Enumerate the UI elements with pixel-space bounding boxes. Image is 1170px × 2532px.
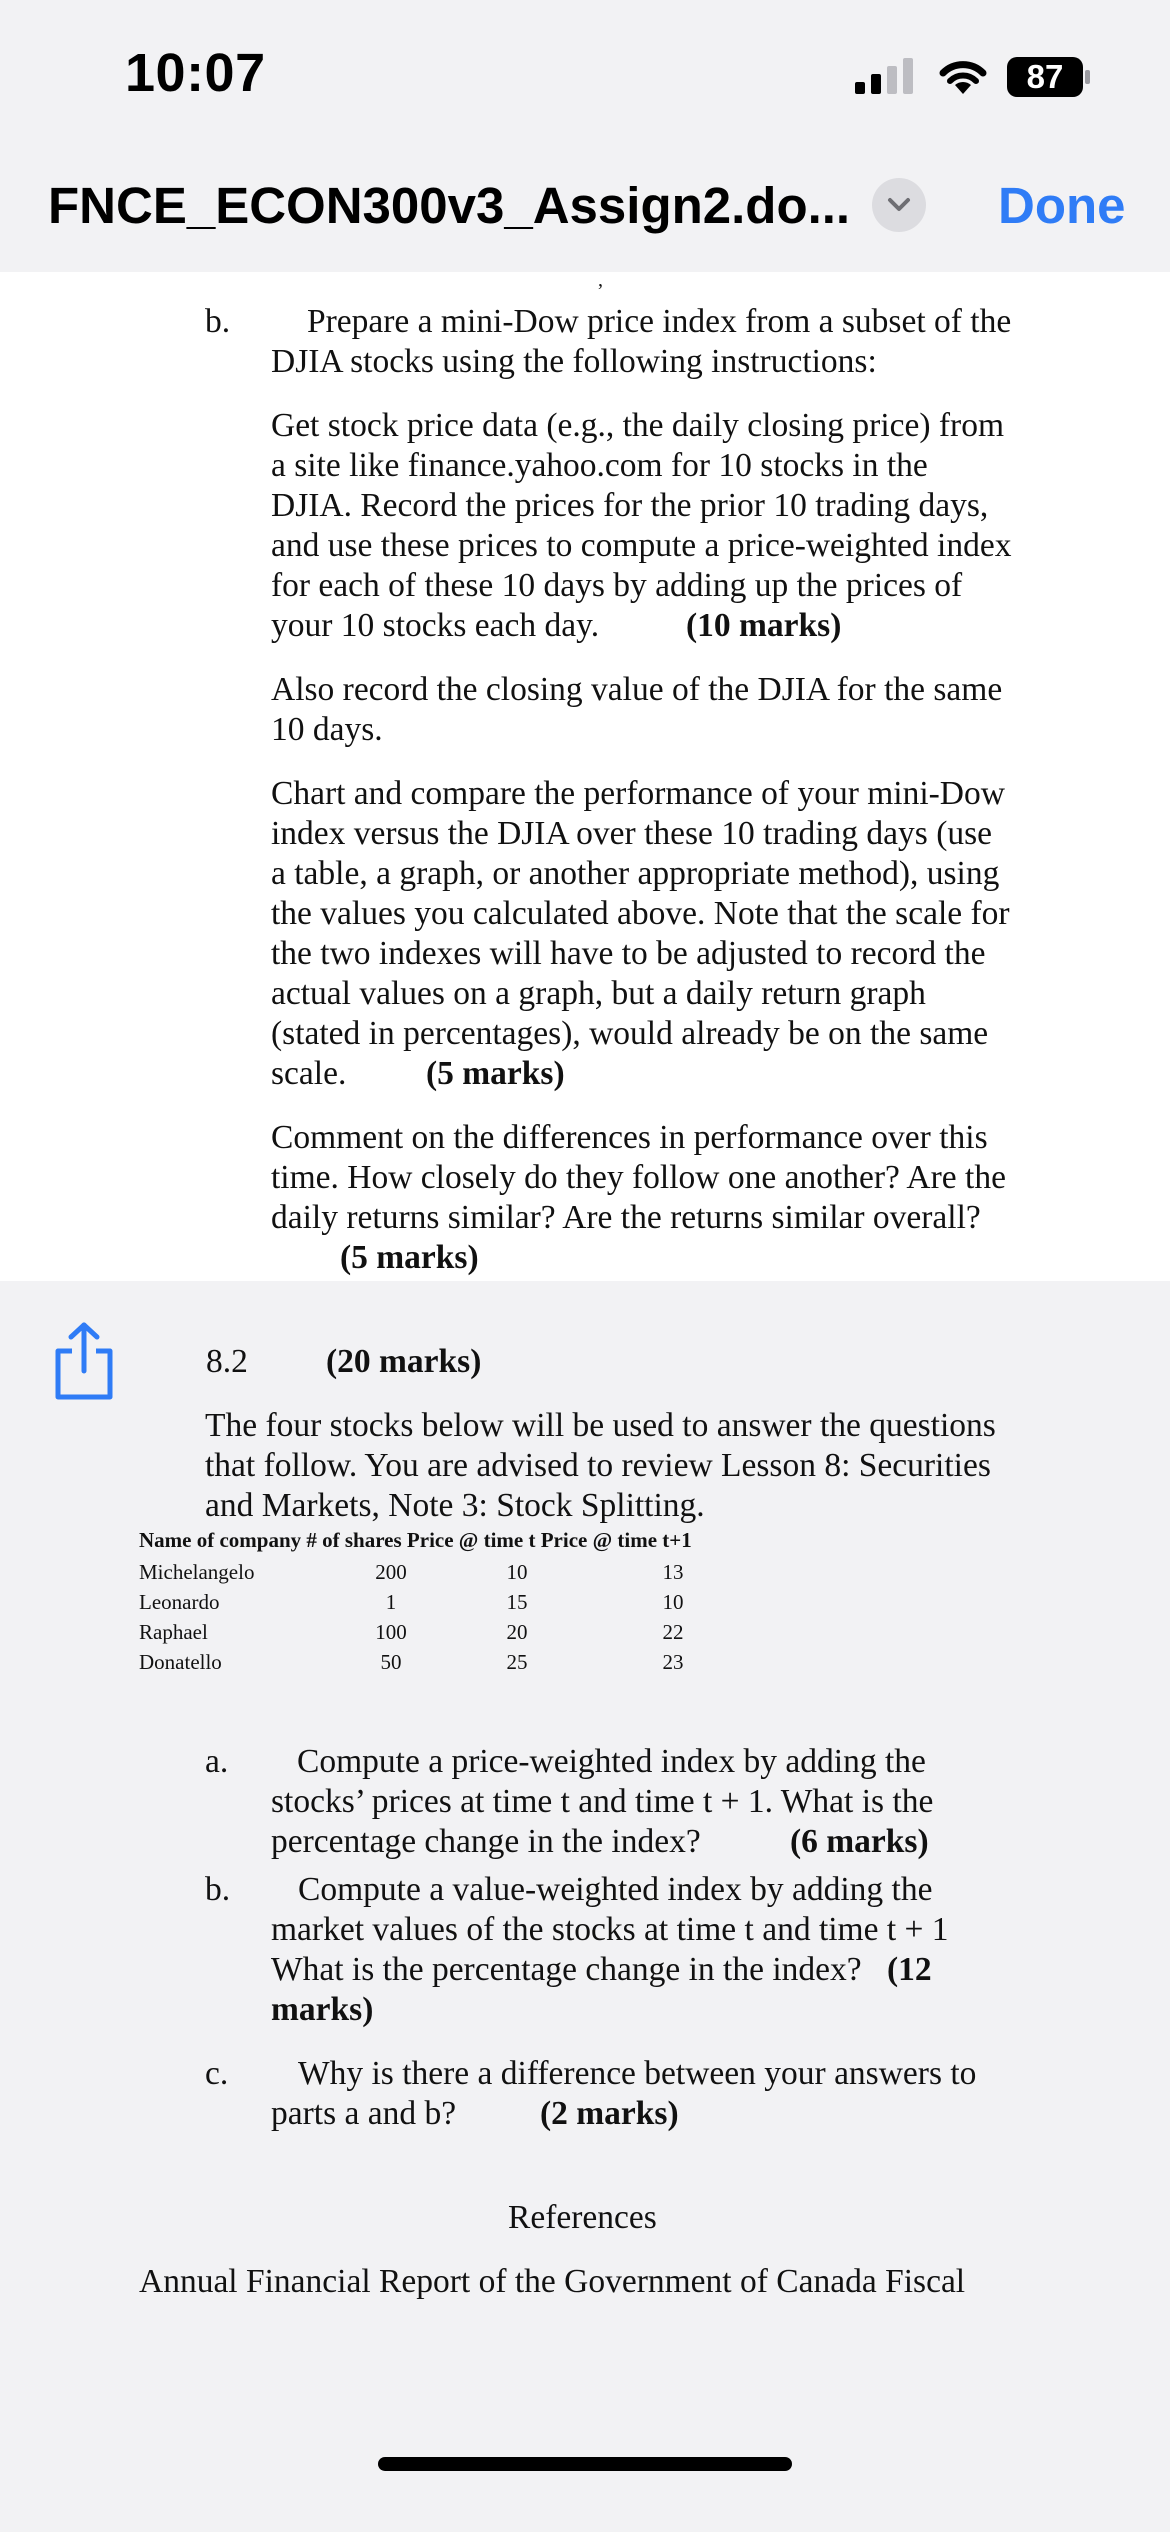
marks-label: (5 marks): [340, 1239, 479, 1276]
marks-label: (6 marks): [790, 1823, 929, 1860]
marks-label: marks): [271, 1991, 374, 2028]
cell-price-t1: 23: [662, 1650, 684, 1674]
para4-line: daily returns similar? Are the returns similar overall?: [271, 1199, 981, 1236]
chevron-down-icon: [872, 178, 926, 232]
navigation-bar: [0, 150, 1170, 273]
wifi-icon: [935, 54, 991, 96]
cell-price-t: 15: [506, 1590, 528, 1614]
references-heading: References: [508, 2199, 657, 2236]
part-c-line: parts a and b?: [271, 2095, 457, 2132]
title-menu-button[interactable]: [872, 178, 926, 232]
cut-off-mark: ,: [598, 269, 603, 291]
cell-price-t: 10: [506, 1560, 528, 1584]
para1-line: a site like finance.yahoo.com for 10 stocks in the: [271, 447, 928, 484]
cell-price-t1: 13: [662, 1560, 684, 1584]
para3-line: index versus the DJIA over these 10 trading days (use: [271, 815, 993, 852]
para1-line: Get stock price data (e.g., the daily closing price) from: [271, 407, 1005, 444]
marks-label: (12: [887, 1951, 932, 1988]
status-bar: [0, 0, 1170, 150]
para3-line: Chart and compare the performance of your mini-Dow: [271, 775, 1005, 812]
cell-price-t: 20: [506, 1620, 528, 1644]
part-b-line: What is the percentage change in the index?: [271, 1951, 862, 1988]
document-viewport[interactable]: [0, 269, 1170, 2300]
question-b-label: b.: [205, 303, 231, 340]
para3-line: scale.: [271, 1055, 347, 1092]
part-c-label: c.: [205, 2055, 229, 2092]
question-8-2-number: 8.2: [206, 1343, 248, 1380]
para4-line: time. How closely do they follow one another? Are the: [271, 1159, 1006, 1196]
para1-line: DJIA. Record the prices for the prior 10 trading days,: [271, 487, 989, 524]
bottom-toolbar: [0, 1281, 1170, 2532]
share-icon[interactable]: [52, 1321, 116, 1401]
para3-line: the values you calculated above. Note that the scale for: [271, 895, 1010, 932]
cell-name: Raphael: [139, 1620, 208, 1644]
para3-line: actual values on a graph, but a daily return graph: [271, 975, 926, 1012]
para2-line: Also record the closing value of the DJIA for the same: [271, 671, 1003, 708]
status-time: 10:07: [125, 43, 266, 103]
part-a-line: Compute a price-weighted index by adding the: [297, 1743, 926, 1780]
cell-name: Michelangelo: [139, 1560, 255, 1584]
battery-level: 87: [1026, 58, 1064, 95]
part-a-line: percentage change in the index?: [271, 1823, 701, 1860]
battery-icon: [1006, 56, 1092, 98]
done-button[interactable]: Done: [998, 177, 1126, 234]
cell-shares: 50: [380, 1650, 402, 1674]
document-title[interactable]: FNCE_ECON300v3_Assign2.do...: [48, 177, 851, 234]
marks-label: (5 marks): [426, 1055, 565, 1092]
para3-line: the two indexes will have to be adjusted to record the: [271, 935, 986, 972]
cell-shares: 200: [375, 1560, 407, 1584]
cell-name: Donatello: [139, 1650, 222, 1674]
cell-price-t1: 10: [662, 1590, 684, 1614]
cell-shares: 1: [385, 1590, 397, 1614]
part-a-label: a.: [205, 1743, 229, 1780]
cell-price-t1: 22: [662, 1620, 684, 1644]
part-b-line: Compute a value-weighted index by adding the: [298, 1871, 933, 1908]
cell-name: Leonardo: [139, 1590, 220, 1614]
intro-line: The four stocks below will be used to answer the questions: [205, 1407, 996, 1444]
cell-price-t: 25: [506, 1650, 528, 1674]
part-a-line: stocks’ prices at time t and time t + 1. What is the: [271, 1783, 934, 1820]
part-b-line: market values of the stocks at time t and time t + 1: [271, 1911, 949, 1948]
para3-line: a table, a graph, or another appropriate method), using: [271, 855, 1000, 892]
marks-label: (10 marks): [686, 607, 842, 644]
table-header: Name of company # of shares Price @ time t Price @ time t+1: [139, 1528, 692, 1552]
home-indicator: [378, 2457, 792, 2471]
marks-label: (20 marks): [326, 1343, 482, 1380]
marks-label: (2 marks): [540, 2095, 679, 2132]
para3-line: (stated in percentages), would already be on the same: [271, 1015, 989, 1052]
cellular-signal-icon: [855, 58, 917, 94]
reference-line: Annual Financial Report of the Government of Canada Fiscal: [139, 2263, 966, 2300]
para1-line: for each of these 10 days by adding up the prices of: [271, 567, 963, 604]
para1-line: and use these prices to compute a price-weighted index: [271, 527, 1012, 564]
para4-line: Comment on the differences in performance over this: [271, 1119, 988, 1156]
part-b-label: b.: [205, 1871, 231, 1908]
para1-line: your 10 stocks each day.: [271, 607, 600, 644]
intro-line: that follow. You are advised to review Lesson 8: Securities: [205, 1447, 991, 1484]
question-b-line: Prepare a mini-Dow price index from a subset of the: [307, 303, 1012, 340]
cell-shares: 100: [375, 1620, 407, 1644]
para2-line: 10 days.: [271, 711, 383, 748]
intro-line: and Markets, Note 3: Stock Splitting.: [205, 1487, 705, 1524]
question-b-line: DJIA stocks using the following instructions:: [271, 343, 877, 380]
part-c-line: Why is there a difference between your answers to: [298, 2055, 977, 2092]
